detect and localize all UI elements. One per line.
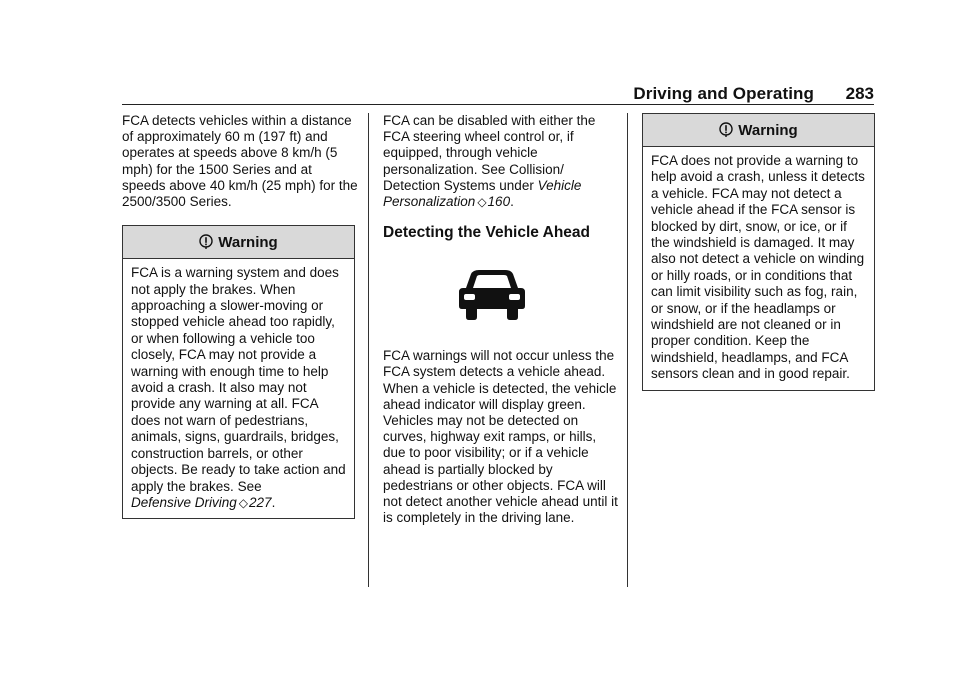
warning-body — [123, 259, 354, 518]
page-ref-arrow-icon: ◇ — [477, 195, 487, 210]
warning-icon — [199, 234, 213, 250]
column-2 — [383, 113, 619, 526]
warning-header — [643, 114, 874, 147]
warning-box-brakes — [122, 225, 355, 519]
warning-title: Warning — [738, 121, 798, 139]
fca-range-paragraph: FCA detects vehicles within a distance of approximately 60 m (197 ft) and operates at speeds above 8 km/h (5 mph) for the 1500 Series and at speeds above 40 km/h (25 mph) for the 2500/3500 Series. — [122, 113, 358, 210]
defensive-driving-link[interactable]: Defensive Driving — [131, 494, 237, 510]
section-title: Driving and Operating — [633, 84, 814, 103]
warning-icon — [719, 122, 733, 138]
header-rule — [122, 104, 874, 105]
page-ref-number[interactable]: 227 — [249, 494, 272, 510]
warning-box-detection — [642, 113, 875, 391]
warning-title: Warning — [218, 233, 278, 251]
page-ref-number[interactable]: 160 — [487, 194, 511, 210]
page-ref-arrow-icon: ◇ — [238, 495, 249, 510]
disable-fca-text: FCA can be disabled with either the FCA steering wheel control or, if equipped, through vehicle personalization. See Collision/ Detection Systems under — [383, 113, 596, 193]
warning-header — [123, 226, 354, 259]
warning-text: FCA does not provide a warning to help avoid a crash, unless it detects a vehicle. FCA may not detect a vehicle ahead if the FCA sensor is blocked by dirt, snow, or ice, or if the windshield is damaged. It may also not detect a vehicle on winding or hilly roads, or in conditions that can limit visibility such as fog, rain, or snow, or if the headlamps or windshield are not cleaned or in proper condition. Keep the windshield, headlamps, and FCA sensors clean and in good repair. — [651, 153, 865, 382]
disable-fca-paragraph — [383, 113, 619, 210]
vehicle-personalization-link[interactable]: Vehicle Personalization — [383, 177, 582, 210]
column-divider-left — [368, 113, 369, 587]
column-3 — [642, 113, 875, 391]
ref-period: . — [271, 494, 276, 510]
page-number: 283 — [845, 84, 874, 103]
warning-body — [643, 147, 874, 390]
vehicle-ahead-icon — [455, 268, 529, 322]
warning-text: FCA is a warning system and does not apply the brakes. When approaching a slower-moving or stopped vehicle ahead too rapidly, or when following a vehicle too closely, FCA may not provide a warning with enough time to help avoid a crash. It also may not provide any warning at all. FCA does not warn of pedestrians, animals, signs, guardrails, bridges, construction barrels, or other objects. Be ready to take action and apply the brakes. See — [131, 265, 346, 494]
detection-paragraph: FCA warnings will not occur unless the FCA system detects a vehicle ahead. When a vehicle is detected, the vehicle ahead indicator will display green. Vehicles may not be detected on curves, highway exit ramps, or hills, due to poor visibility; or if a vehicle ahead is partially blocked by pedestrians or other objects. FCA will not detect another vehicle ahead until it is completely in the driving lane. — [383, 348, 618, 526]
section-heading: Detecting the Vehicle Ahead — [383, 224, 591, 242]
column-divider-right — [627, 113, 628, 587]
column-1 — [122, 113, 358, 519]
ref-period: . — [510, 194, 514, 210]
